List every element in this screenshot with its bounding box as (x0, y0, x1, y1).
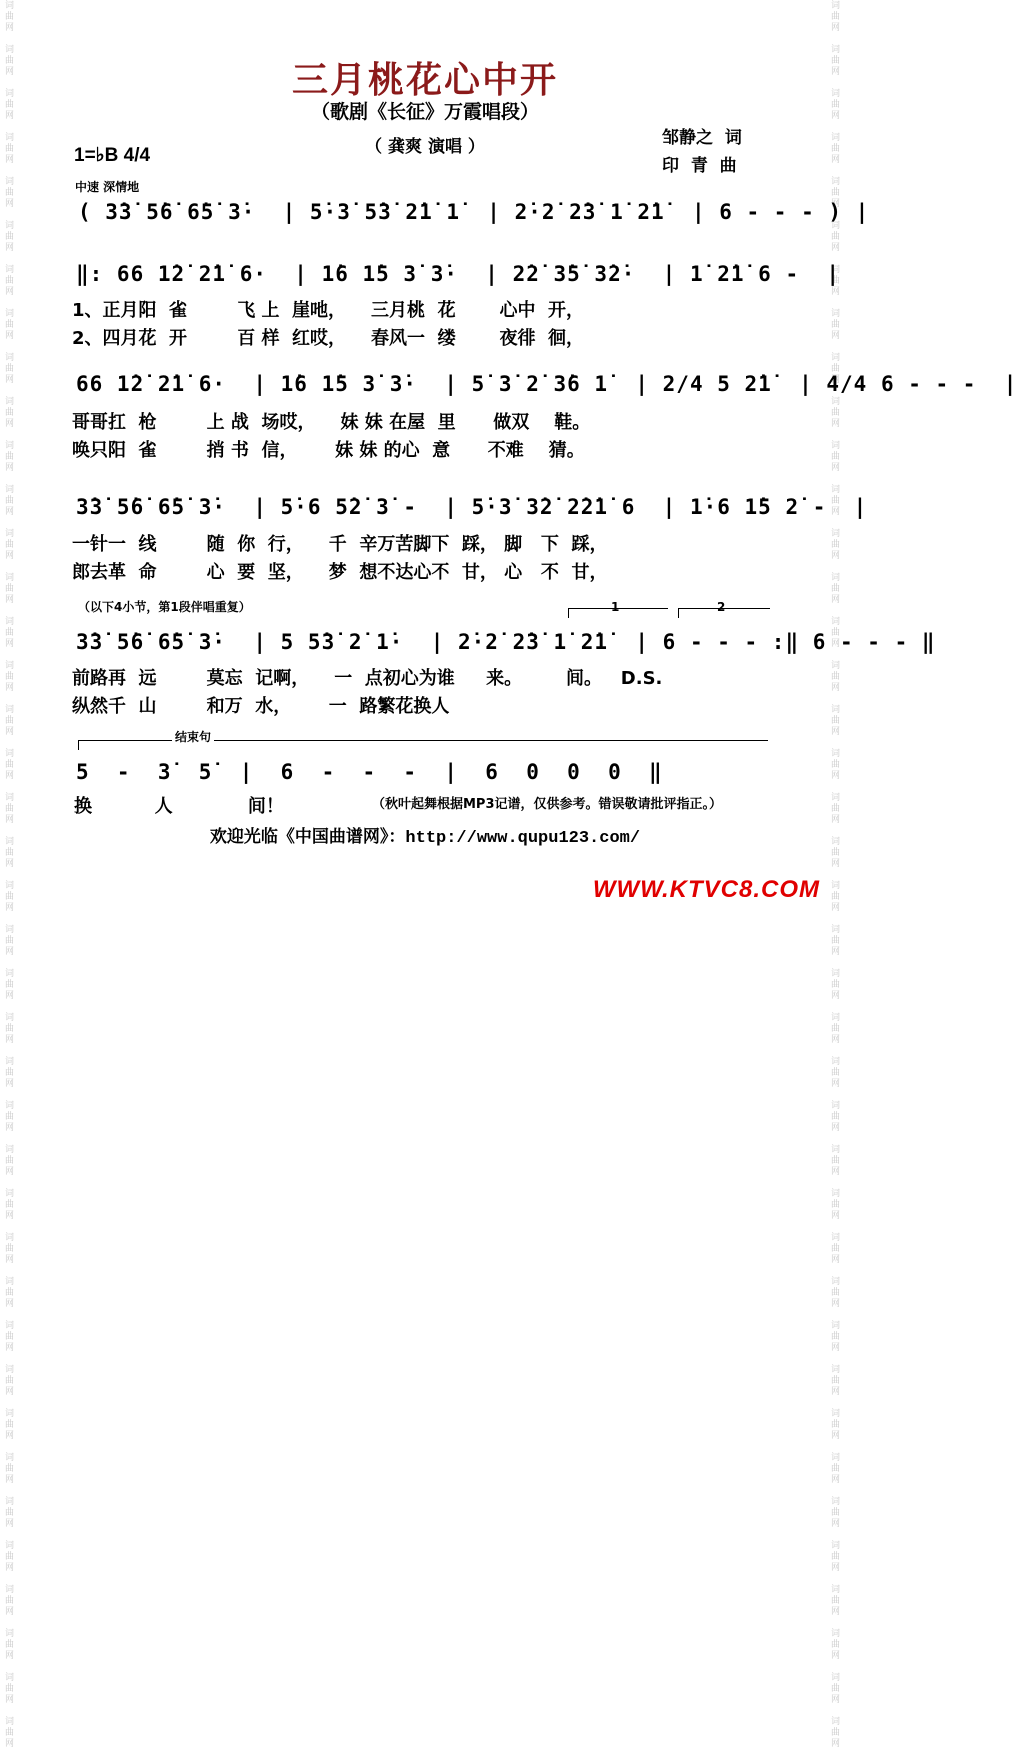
lyric-verse-1: 前路再 远 莫忘 记啊， 一 点初心为谁 来。 间。 D.S. (72, 668, 663, 689)
notation-text: ( 3̇3̇ 5̇6̇ 6̇5̇ 3̇· | 5̇·3̇ 5̇3̇ 2̇1̇ 1̇ | 2̇·2̇ 2̇3̇ 1̇ 2̇1̇ | 6 - - - ) | (78, 200, 870, 224)
watermark-text: 词曲网 词曲网 词曲网 词曲网 词曲网 词曲网 词曲网 词曲网 词曲网 词曲网 词曲网 词曲网 词曲网 词曲网 词曲网 词曲网 词曲网 词曲网 词曲网 词曲网 词曲网 词曲网 词曲网 词曲网 词曲网 词曲网 词曲网 词曲网 词曲网 词曲网 词曲网 词曲网 词曲网 词曲网 词曲网 词曲网 词曲网 词曲网 词曲网 词曲网 (829, 0, 839, 1749)
key-signature: 1=♭B 4/4 (74, 145, 151, 166)
notation-text: 3̇3̇ 5̇6̇ 6̇5̇ 3̇· | 5 5̇3̇ 2̇ 1̇· | 2̇·2̇ 2̇3̇ 1̇ 2̇1̇ | 6 - - - :‖ 6 - - - ‖ (76, 630, 936, 654)
lyric-verse-1: 哥哥扛 枪 上 战 场哎， 妹 妹 在屋 里 做双 鞋。 (72, 412, 591, 433)
score-line-5 (0, 630, 936, 660)
tempo-marking: 中速 深情地 (75, 180, 140, 194)
notation-text: 3̇3̇ 5̇6̇ 6̇5̇ 3̇· | 5̇·6 5̇2̇ 3̇ - | 5̇·3̇ 3̇2̇ 2̇2̇1̇ 6 | 1̇·6 1̇5 2̇ - | (76, 495, 868, 519)
notation-text: ‖: 66 1̇2̇ 2̇1̇ 6· | 1̇6 1̇5 3̇ 3̇· | 2̇2̇ 3̇5̇ 3̇2̇· | 1̇ 2̇1̇ 6 - | (76, 262, 841, 286)
lyric-verse-2: 郎去革 命 心 要 坚， 梦 想不达心不 甘， 心 不 甘， (72, 562, 608, 583)
ending-bracket-edge (78, 740, 79, 750)
score-line-6 (0, 760, 850, 790)
lyric-verse-1: 一针一 线 随 你 行， 千 辛万苦脚下 踩， 脚 下 踩， (72, 534, 608, 555)
composer-credit: 印 青 曲 (662, 156, 737, 176)
transcriber-note: （秋叶起舞根据MP3记谱，仅供参考。错误敬请批评指正。） (372, 797, 723, 812)
watermark-text: 词曲网 词曲网 词曲网 词曲网 词曲网 词曲网 词曲网 词曲网 词曲网 词曲网 词曲网 词曲网 词曲网 词曲网 词曲网 词曲网 词曲网 词曲网 词曲网 词曲网 词曲网 词曲网 词曲网 词曲网 词曲网 词曲网 词曲网 词曲网 词曲网 词曲网 词曲网 词曲网 词曲网 词曲网 词曲网 词曲网 词曲网 词曲网 词曲网 词曲网 (3, 0, 13, 1749)
song-subtitle: （歌剧《长征》万霞唱段） (310, 101, 539, 123)
notation-text: 66 1̇2̇ 2̇1̇ 6· | 1̇6 1̇5 3̇ 3̇· | 5̇ 3̇ 2̇ 3̇6 1̇ | 2/4 5 2̇1̇ | 4/4 6 - - - | (76, 372, 1017, 396)
lyric-verse-2: 2、四月花 开 百 样 红哎， 春风一 缕 夜徘 徊， (72, 328, 584, 349)
lyricist-credit: 邹静之 词 (662, 128, 742, 148)
score-line-3 (0, 372, 1017, 402)
volta-bracket-1-edge (568, 608, 569, 618)
volta-number-2: 2 (717, 600, 726, 614)
score-line-2 (0, 262, 850, 292)
singer-credit: （ 龚爽 演唱 ） (365, 137, 485, 157)
lyric-verse-2: 纵然千 山 和万 水， 一 路繁花换人 (72, 696, 450, 717)
repeat-instruction: （以下4小节，第1段伴唱重复） (78, 600, 251, 614)
lyric-verse-2: 唤只阳 雀 捎 书 信， 妹 妹 的心 意 不难 猜。 (72, 440, 585, 461)
song-title: 三月桃花心中开 (291, 60, 558, 101)
notation-text: 5 - 3̇ 5̇ | 6 - - - | 6 0 0 0 ‖ (76, 760, 663, 784)
ending-label: 结束句 (172, 728, 214, 745)
volta-number-1: 1 (611, 600, 620, 614)
welcome-line: 欢迎光临《中国曲谱网》：http://www.qupu123.com/ (209, 829, 641, 848)
lyric-ending: 换 人 间！ (74, 796, 284, 817)
lyric-verse-1: 1、正月阳 雀 飞 上 崖吔， 三月桃 花 心中 开， (72, 300, 584, 321)
author-credits (662, 124, 742, 180)
score-line-1 (0, 200, 870, 230)
volta-bracket-2-edge (678, 608, 679, 618)
site-logo: WWW.KTVC8.COM (592, 876, 820, 903)
score-line-4 (0, 495, 868, 525)
